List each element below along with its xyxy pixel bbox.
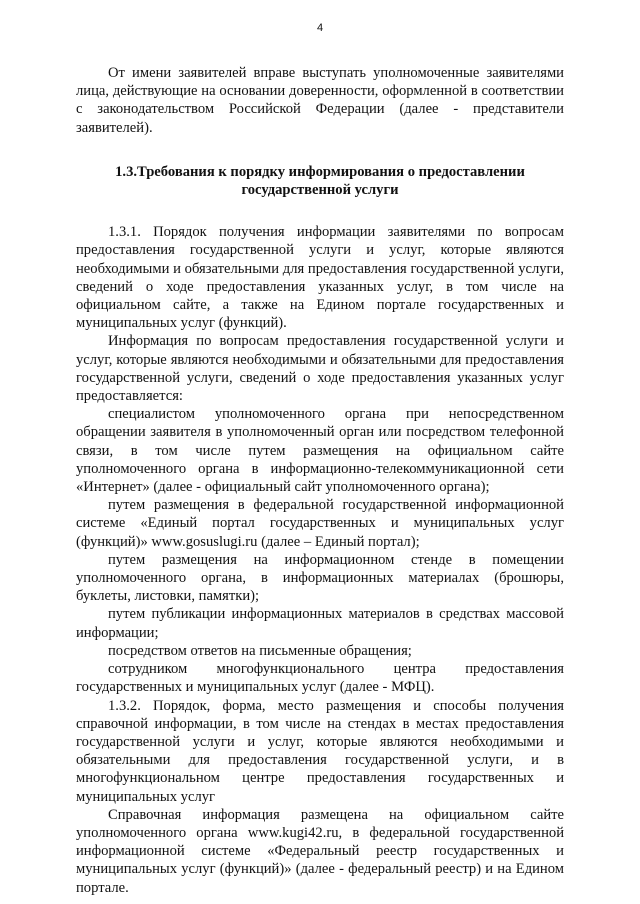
list-item-info-stand: путем размещения на информационном стенде в помещении уполномоченного органа, в информационных материалах (брошюры, буклеты, листовки, памятки);: [76, 551, 564, 605]
intro-paragraph: От имени заявителей вправе выступать уполномоченные заявителями лица, действующие на основании доверенности, оформленной в соответствии с законодательством Российской Федерации (далее - представители заявителей).: [76, 65, 564, 136]
list-item-unified-portal: путем размещения в федеральной государственной информационной системе «Единый портал государственных и муниципальных услуг (функций)» www.gosuslugi.ru (далее – Единый портал);: [76, 497, 564, 550]
page-number: 4: [316, 22, 324, 34]
paragraph-reference-info: Справочная информация размещена на официальном сайте уполномоченного органа www.kugi42.ru, в федеральной государственной информационной системе «Федеральный реестр государственных и муниципальных услуг (функций)» (далее - федеральный реестр) и на Едином портале.: [76, 806, 564, 896]
document-body: [76, 64, 564, 897]
section-title: 1.3.Требования к порядку информирования о предоставлении государственной услуги: [115, 163, 525, 199]
list-item-mfc: сотрудником многофункционального центра предоставления государственных и муниципальных услуг (далее - МФЦ).: [76, 661, 564, 696]
list-item-written-requests: посредством ответов на письменные обращения;: [108, 642, 412, 659]
list-item-specialist: специалистом уполномоченного органа при непосредственном обращении заявителя в уполномоченный орган или посредством телефонной связи, в том числе путем размещения на официальном сайте уполномоченного органа в информационно-телекоммуникационной сети «Интернет» (далее - официальный сайт уполномоченного органа);: [76, 406, 564, 496]
paragraph-1-3-1: 1.3.1. Порядок получения информации заявителями по вопросам предоставления государственной услуги и услуг, которые являются необходимыми и обязательными для предоставления государственной услуги, сведений о ходе предоставления указанных услуг, в том числе на официальном сайте, а также на Едином портале государственных и муниципальных услуг (функций).: [76, 224, 564, 332]
paragraph-1-3-2: 1.3.2. Порядок, форма, место размещения и способы получения справочной информации, в том числе на стендах в местах предоставления государственной услуги и услуг, которые являются необходимыми и обязательными для предоставления государственной услуги, и в многофункциональном центре предоставления государственных и муниципальных услуг: [76, 697, 564, 805]
list-item-mass-media: путем публикации информационных материалов в средствах массовой информации;: [76, 606, 564, 641]
paragraph-info-provision: Информация по вопросам предоставления государственной услуги и услуг, которые являются необходимыми и обязательными для предоставления государственной услуги, сведений о ходе предоставления указанных услуг предоставляется:: [76, 333, 564, 405]
